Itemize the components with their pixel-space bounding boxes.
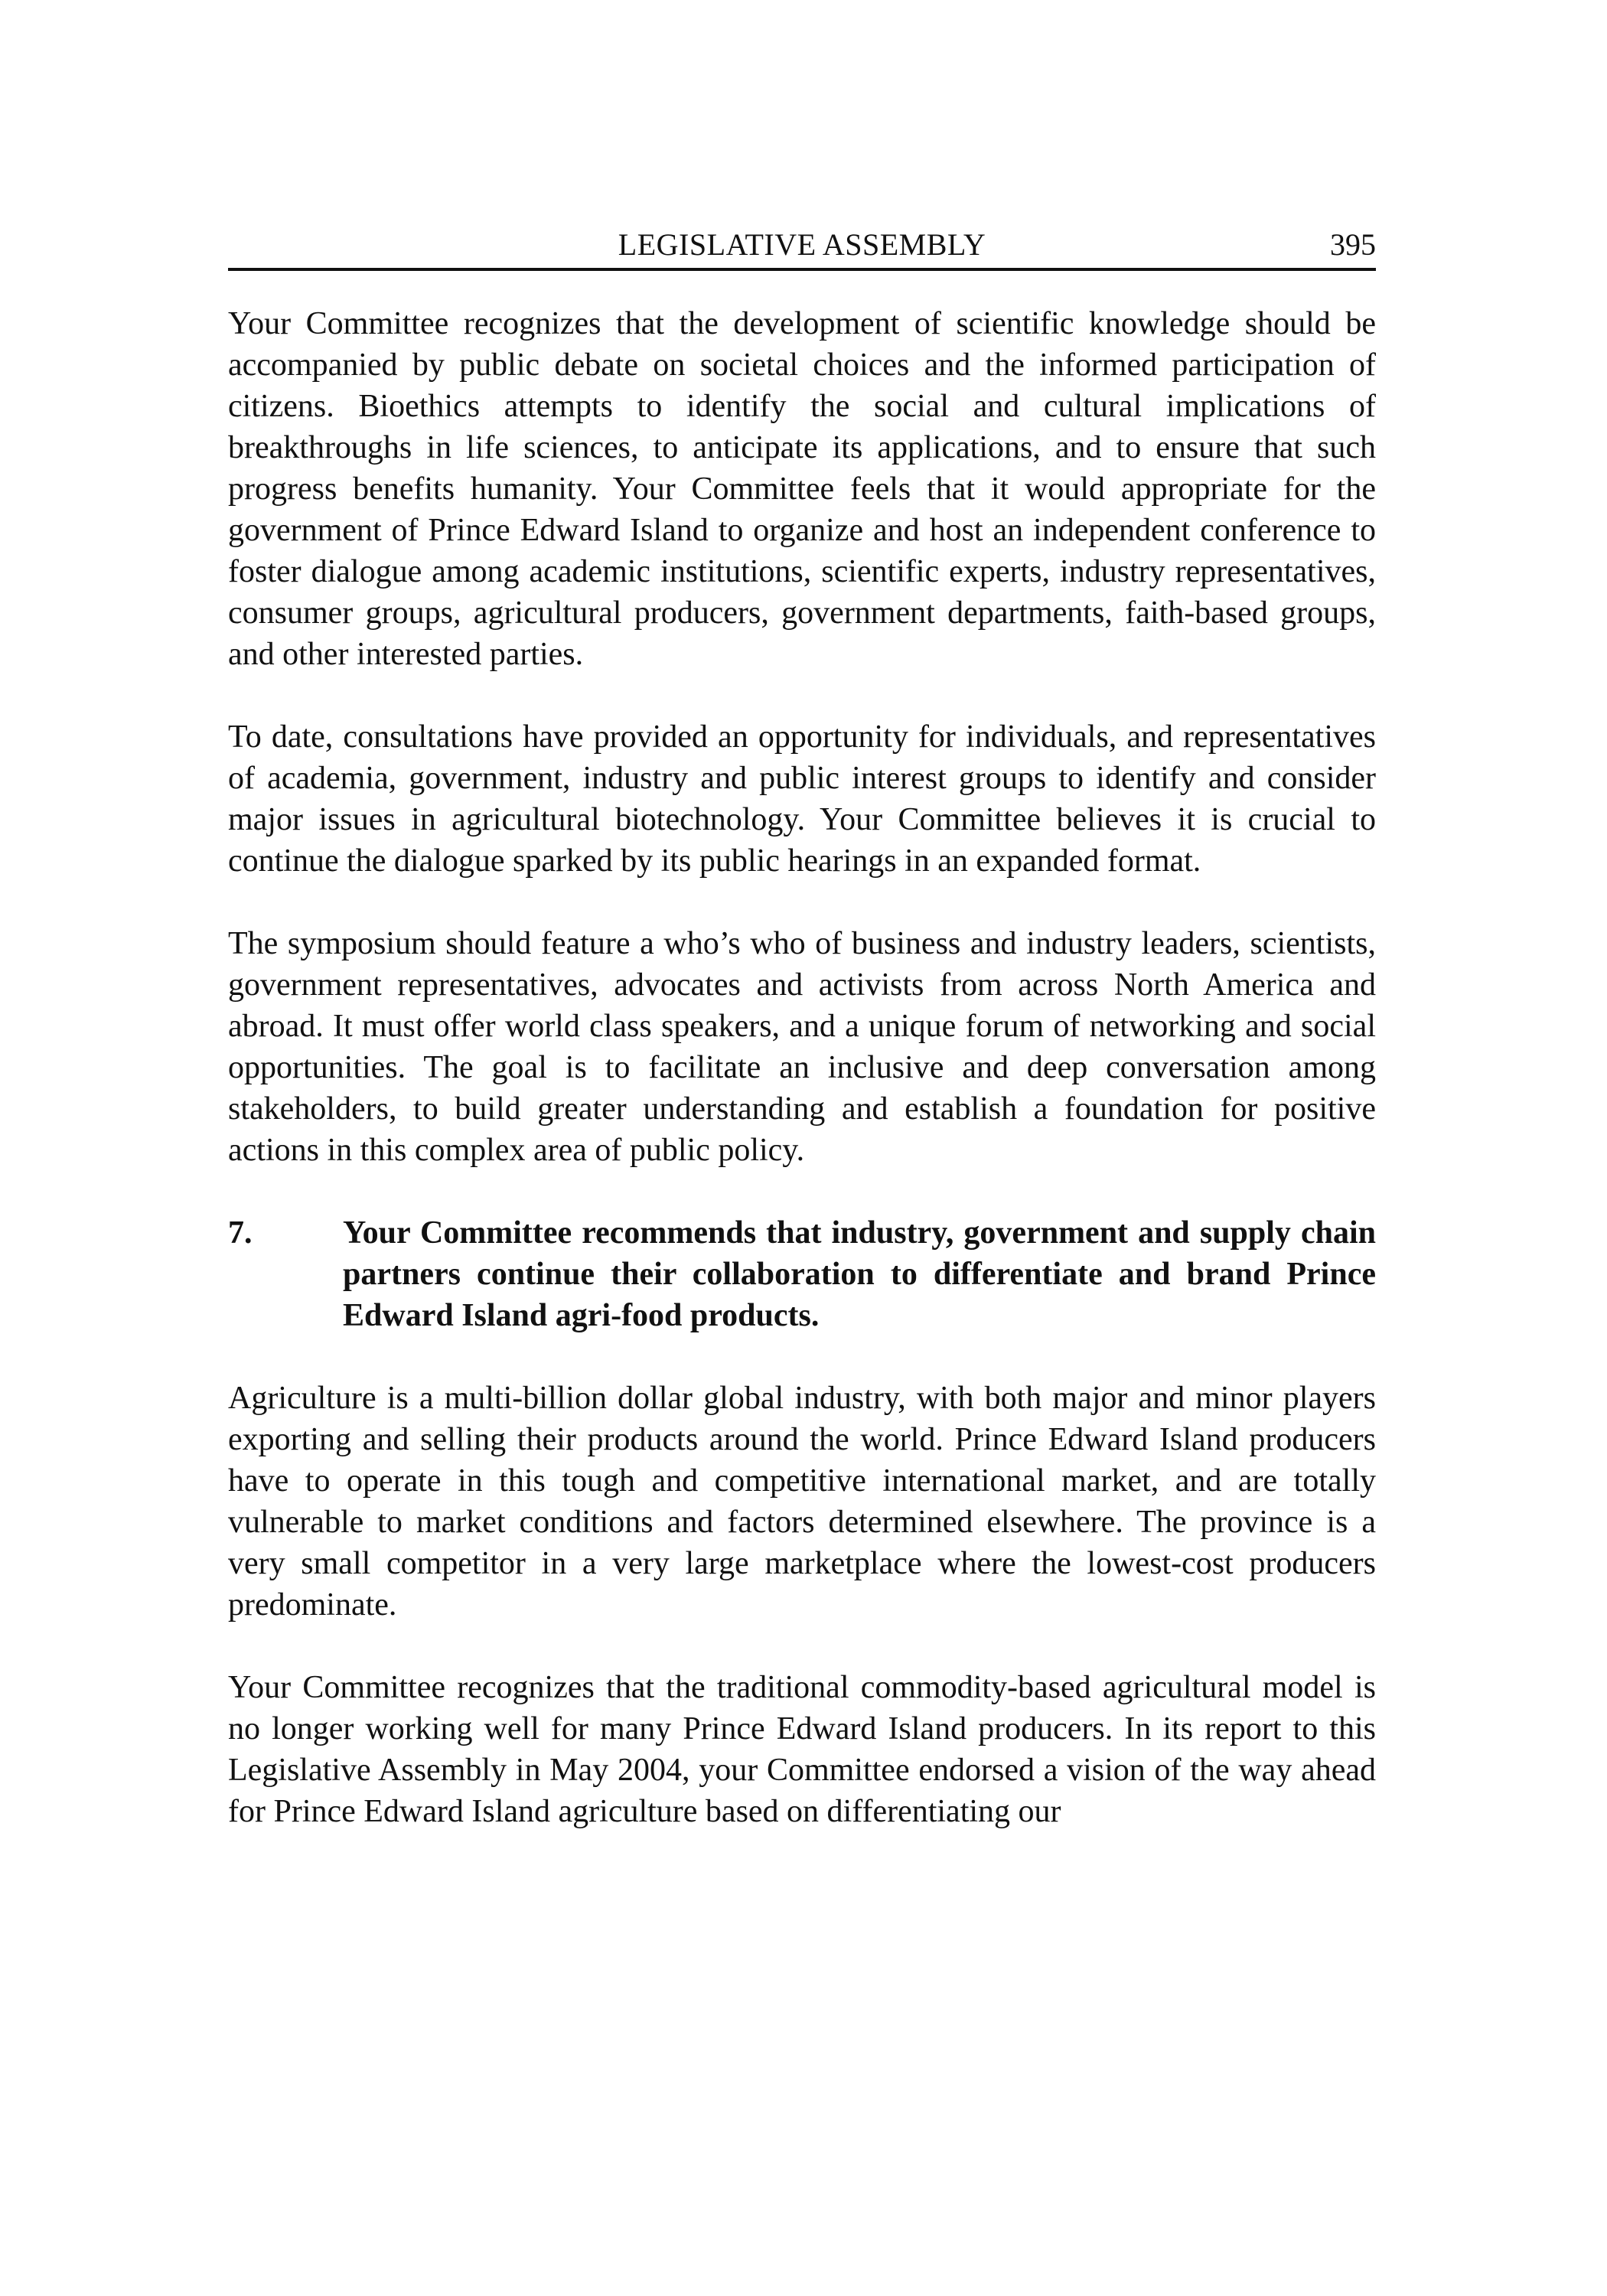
paragraph: To date, consultations have provided an opportunity for individuals, and representatives of academia, government, industry and public interest groups to identify and consider major issues in agricultural biotechnology. Your Committee believes it is crucial to continue the dialogue sparked by its public hearings in an expanded format.	[228, 719, 1376, 879]
body-text	[228, 303, 1376, 1832]
recommendation	[228, 1212, 1376, 1336]
paragraph: Agriculture is a multi-billion dollar global industry, with both major and minor players exporting and selling their products around the world. Prince Edward Island producers have to operate in this tough and competitive international market, and are totally vulnerable to market conditions and factors determined elsewhere. The province is a very small competitor in a very large marketplace where the lowest-cost producers predominate.	[228, 1381, 1376, 1623]
running-header	[228, 222, 1376, 271]
paragraph: Your Committee recognizes that the development of scientific knowledge should be accompanied by public debate on societal choices and the informed participation of citizens. Bioethics attempts to identify the social and cultural implications of breakthroughs in life sciences, to anticipate its applications, and to ensure that such progress benefits humanity. Your Committee feels that it would appropriate for the government of Prince Edward Island to organize and host an independent conference to foster dialogue among academic institutions, scientific experts, industry representatives, consumer groups, agricultural producers, government departments, faith-based groups, and other interested parties.	[228, 306, 1376, 672]
recommendation-number: 7.	[228, 1215, 253, 1251]
page-number: 395	[1330, 227, 1376, 262]
document-page	[228, 222, 1376, 1874]
paragraph: The symposium should feature a who’s who of business and industry leaders, scientists, government representatives, advocates and activists from across North America and abroad. It must offer world class speakers, and a unique forum of networking and social opportunities. The goal is to facilitate an inclusive and deep conversation among stakeholders, to build greater understanding and establish a foundation for positive actions in this complex area of public policy.	[228, 926, 1376, 1168]
running-header-title: LEGISLATIVE ASSEMBLY	[618, 227, 986, 262]
recommendation-text: Your Committee recommends that industry, government and supply chain partners continue their collaboration to differentiate and brand Prince Edward Island agri-food products.	[343, 1215, 1376, 1333]
paragraph: Your Committee recognizes that the traditional commodity-based agricultural model is no longer working well for many Prince Edward Island producers. In its report to this Legislative Assembly in May 2004, your Committee endorsed a vision of the way ahead for Prince Edward Island agriculture based on differentiating our	[228, 1670, 1376, 1829]
